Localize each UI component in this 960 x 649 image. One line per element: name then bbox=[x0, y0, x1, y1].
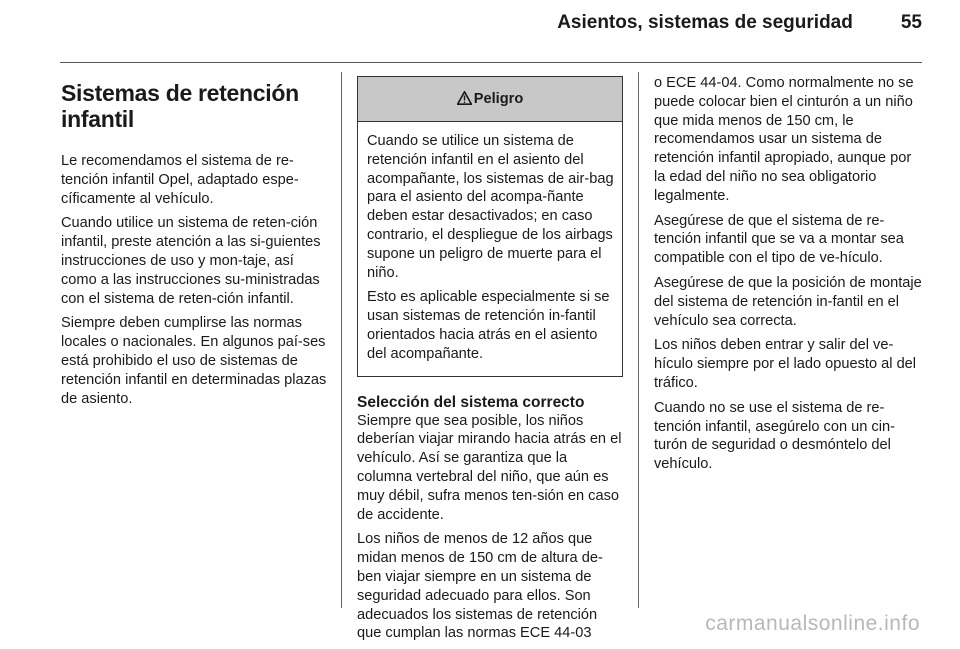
column-3 bbox=[654, 74, 926, 480]
paragraph: Los niños deben entrar y salir del ve-hículo siempre por el lado opuesto al del tráfico. bbox=[654, 337, 917, 391]
paragraph: Le recomendamos el sistema de re-tención infantil Opel, adaptado espe-cíficamente al vehículo. bbox=[61, 153, 299, 207]
paragraph: Cuando utilice un sistema de reten-ción infantil, preste atención a las si-guientes instrucciones de uso y mon-taje, así como a las instrucciones su-ministradas con el sistema de reten-ción infantil. bbox=[61, 215, 321, 307]
page-header bbox=[557, 12, 922, 34]
danger-header bbox=[358, 77, 622, 122]
danger-box bbox=[357, 76, 623, 377]
section-title: Sistemas de retención infantil bbox=[61, 80, 299, 132]
paragraph: Asegúrese de que el sistema de re-tención infantil que se va a montar sea compatible con el tipo de ve-hículo. bbox=[654, 212, 904, 267]
header-title: Asientos, sistemas de seguridad bbox=[557, 12, 853, 33]
paragraph: Cuando se utilice un sistema de retención infantil en el asiento del acompañante, los sistemas de air-bag para el asiento del acompa-ñante deben estar desactivados; en caso contrario, el despliegue de los airbags supone un peligro de muerte para el niño. bbox=[367, 133, 614, 281]
paragraph: Siempre que sea posible, los niños deberían viajar mirando hacia atrás en el vehículo. Así se garantiza que la columna vertebral del niño, que aún es muy débil, sufra menos ten-sión en caso de accidente. bbox=[357, 412, 622, 523]
watermark: carmanualsonline.info bbox=[705, 612, 920, 635]
paragraph: Esto es aplicable especialmente si se usan sistemas de retención in-fantil orientados hacia atrás en el asiento del acompañante. bbox=[367, 289, 610, 362]
warning-triangle-icon bbox=[457, 91, 472, 105]
paragraph: Asegúrese de que la posición de montaje del sistema de retención in-fantil en el vehículo sea correcta. bbox=[654, 274, 922, 329]
column-divider-2 bbox=[638, 72, 639, 608]
danger-label: Peligro bbox=[473, 91, 524, 107]
page-number: 55 bbox=[900, 12, 922, 33]
subsection-title: Selección del sistema correcto bbox=[357, 393, 585, 411]
column-1 bbox=[61, 74, 327, 414]
paragraph: Los niños de menos de 12 años que midan menos de 150 cm de altura de-ben viajar siempre en un sistema de seguridad adecuado para ellos. Son adecuados los sistemas de retención que cumplan las normas ECE 44-03 bbox=[357, 531, 603, 642]
paragraph: Siempre deben cumplirse las normas locales o nacionales. En algunos paí-ses está prohibido el uso de sistemas de retención infantil en determinadas plazas de asiento. bbox=[61, 315, 327, 407]
danger-body bbox=[358, 122, 622, 376]
column-2 bbox=[357, 74, 625, 649]
header-rule bbox=[60, 62, 922, 63]
paragraph: o ECE 44-04. Como normalmente no se puede colocar bien el cinturón a un niño que mida menos de 150 cm, le recomendamos usar un sistema de retención infantil apropiado, aunque por la edad del niño no sea obligatorio legalmente. bbox=[654, 75, 914, 204]
paragraph: Cuando no se use el sistema de re-tención infantil, asegúrelo con un cin-turón de seguridad o desmóntelo del vehículo. bbox=[654, 399, 895, 473]
column-divider-1 bbox=[341, 72, 342, 608]
